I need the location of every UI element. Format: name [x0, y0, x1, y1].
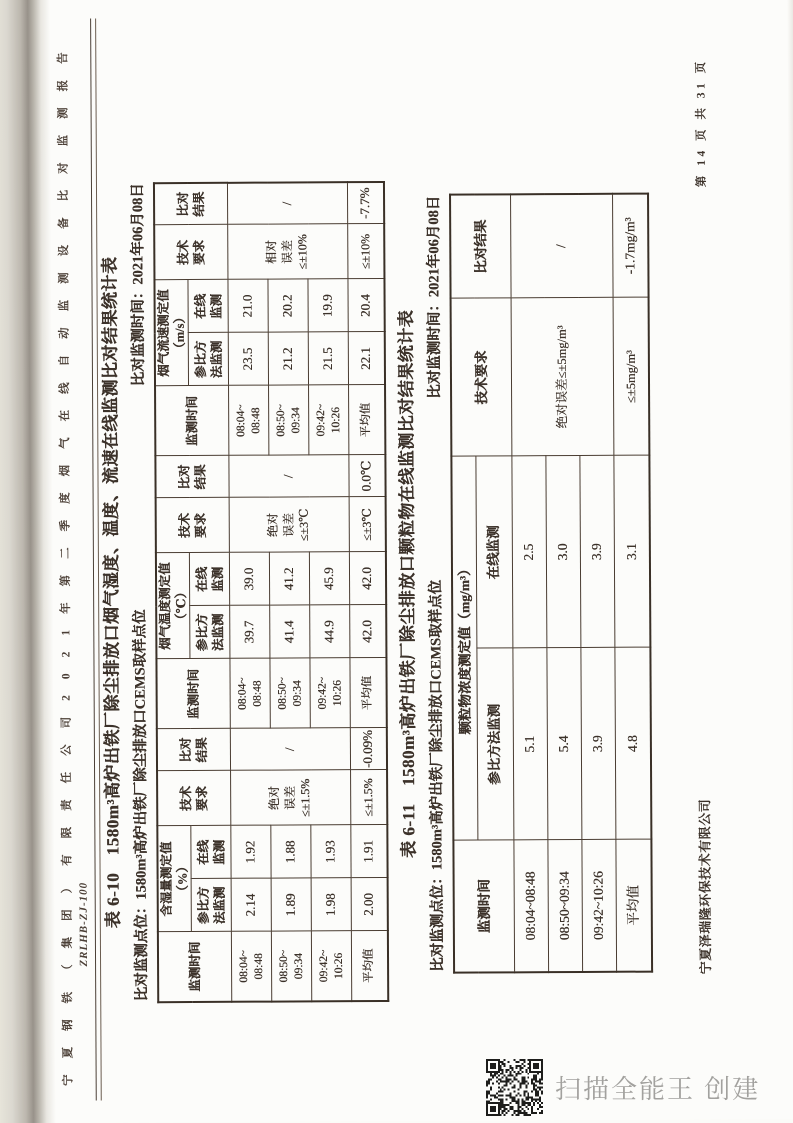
col-header-requirement: 技术 要求 [154, 225, 228, 280]
result-slash: / [510, 194, 613, 299]
table-row [267, 182, 311, 1001]
col-header-online: 在线 监测 [189, 553, 229, 606]
group-header-particulate: 颗粒物浓度测定值（mg/m³） [451, 457, 477, 841]
table-cell: 5.1 [512, 648, 547, 840]
table-cell: 09:42~ 10:26 [311, 931, 351, 1001]
table-row [450, 195, 478, 973]
average-label: 平均值 [350, 658, 386, 728]
table-cell: 1.89 [271, 878, 311, 931]
average-label: 平均值 [349, 385, 385, 455]
table-cell: 39.7 [230, 606, 270, 659]
requirement-temperature: 绝对 误差 ≤±3℃ [229, 497, 349, 553]
comparison-table-6-10 [153, 181, 389, 1003]
col-header-result: 比对 结果 [154, 183, 228, 225]
table-cell: 08:50~ 09:34 [271, 931, 311, 1001]
table-cell: 41.2 [269, 552, 309, 605]
table-cell: 1.93 [311, 825, 351, 878]
table-row [154, 183, 192, 1002]
result-humidity: -0.09% [350, 728, 386, 770]
col-header-requirement: 技术要求 [451, 298, 512, 456]
table-cell: 44.9 [310, 605, 350, 658]
table-cell: 09:42~ 10:26 [309, 385, 349, 455]
table-row [187, 183, 231, 1002]
table-cell: 22.1 [348, 332, 384, 385]
table-cell: 3.0 [545, 456, 580, 648]
table-cell: 09:42~10:26 [581, 840, 616, 972]
average-label: 平均值 [615, 840, 652, 972]
table-6-11-subline [422, 196, 447, 972]
table-cell: 08:04~ 08:48 [231, 932, 271, 1002]
group-header-velocity: 烟气流速测定值（m/s） [154, 280, 188, 386]
report-code: ZRLHB-ZJ-100 [77, 881, 91, 967]
table-cell: 2.5 [511, 456, 546, 648]
qr-code-icon [486, 1059, 543, 1116]
average-label: 平均值 [351, 931, 387, 1001]
running-header: 宁夏钢铁（集团）有限责任公司2021年第二季度烟气在线自动监测设备比对监测报告 [57, 36, 75, 1086]
table-cell: 23.5 [228, 333, 268, 386]
col-header-reference: 参比方 法监测 [190, 606, 230, 659]
table-cell: 08:04~08:48 [513, 840, 548, 972]
result-velocity: -7.7% [347, 182, 383, 224]
table-row [612, 194, 652, 972]
col-header-time: 监测时间 [453, 840, 514, 972]
table-cell: 39.0 [229, 553, 269, 606]
table-cell: 08:50~ 09:34 [270, 658, 310, 728]
col-header-reference: 参比方 法监测 [188, 333, 228, 386]
col-header-requirement: 技术 要求 [157, 771, 231, 826]
camscanner-watermark [486, 1059, 760, 1116]
table-6-11-section [393, 193, 653, 974]
table-6-11-title: 表 6-11 1580m³高炉出铁厂除尘排放口颗粒物在线监测比对结果统计表 [396, 309, 419, 859]
page-edge-shadow-bottom [787, 0, 793, 1119]
result-slash: / [230, 728, 350, 771]
watermark-text: 扫描全能王 创建 [555, 1074, 761, 1104]
col-header-reference: 参比方 法监测 [191, 879, 231, 932]
table-row [227, 183, 271, 1002]
monitoring-time-label: 比对监测时间：2021年06月08日 [129, 183, 148, 387]
col-header-result: 比对结果 [450, 194, 511, 298]
table-cell: 3.1 [613, 456, 650, 648]
table-cell: 2.00 [351, 878, 387, 931]
table-cell: 5.4 [546, 648, 581, 840]
table-row [510, 194, 548, 972]
col-header-time: 监测时间 [158, 932, 232, 1002]
table-row [347, 182, 387, 1001]
table-cell: ≤±10% [348, 224, 384, 279]
table-cell: 21.0 [228, 280, 268, 333]
table-cell: 08:04~ 08:48 [229, 386, 269, 456]
table-cell: 20.4 [348, 279, 384, 332]
footer-company: 宁夏泽瑞隆环保技术有限公司 [697, 798, 714, 975]
table-cell: 1.91 [351, 825, 387, 878]
table-6-10-title: 表 6-10 1580m³高炉出铁厂除尘排放口烟气湿度、温度、流速在线监测比对结果统计表 [100, 256, 123, 929]
result-slash: / [229, 455, 349, 498]
requirement-humidity: 绝对 误差 ≤±1.5% [231, 770, 351, 826]
table-cell: 45.9 [309, 552, 349, 605]
table-cell: 2.14 [231, 879, 271, 932]
table-cell: 42.0 [349, 552, 385, 605]
group-header-temperature: 烟气温度测定值（℃） [156, 553, 190, 659]
col-header-time: 监测时间 [156, 659, 230, 729]
group-header-humidity: 含湿量测定值（%） [157, 826, 191, 932]
requirement-velocity: 相对 误差 ≤±10% [228, 224, 348, 280]
table-cell: 1.92 [231, 826, 271, 879]
page-number: 第 14 页 共 31 页 [695, 58, 708, 188]
result-slash: / [227, 182, 347, 225]
col-header-online: 在线 监测 [191, 826, 231, 879]
table-cell: 1.98 [311, 878, 351, 931]
col-header-online: 在线 监测 [188, 280, 228, 333]
comparison-table-6-11 [449, 193, 653, 974]
page-footer [690, 0, 716, 1119]
table-cell: 20.2 [268, 279, 308, 332]
table-cell: 21.5 [308, 332, 348, 385]
table-cell: 1.88 [271, 825, 311, 878]
table-cell: 41.4 [270, 605, 310, 658]
table-cell: ≤±1.5% [351, 770, 387, 825]
col-header-requirement: 技术 要求 [156, 498, 230, 553]
result-particulate: -1.7mg/m³ [612, 194, 649, 298]
table-cell: 21.2 [268, 332, 308, 385]
table-cell: ≤±3℃ [349, 497, 385, 552]
table-cell: 08:50~ 09:34 [269, 385, 309, 455]
col-header-result: 比对 结果 [155, 456, 229, 498]
col-header-time: 监测时间 [155, 386, 229, 456]
table-cell: ≤±5mg/m³ [613, 298, 650, 456]
requirement-particulate: 绝对误差≤±5mg/m³ [511, 298, 614, 457]
col-header-result: 比对 结果 [157, 729, 231, 771]
table-cell: 19.9 [308, 279, 348, 332]
page-edge-shadow [0, 0, 56, 1123]
table-cell: 42.0 [350, 605, 386, 658]
table-6-10-section [97, 180, 389, 1003]
result-temperature: 0.0℃ [349, 455, 385, 497]
col-header-reference: 参比方法监测 [476, 648, 513, 840]
table-cell: 09:42~ 10:26 [310, 658, 350, 728]
table-cell: 08:50~09:34 [547, 840, 582, 972]
monitoring-site-label: 比对监测点位：1580m³高炉出铁厂除尘排放口CEMS取样点位 [132, 609, 151, 1002]
table-cell: 3.9 [579, 456, 614, 648]
col-header-online: 在线监测 [475, 456, 512, 648]
table-cell: 08:04~ 08:48 [230, 659, 270, 729]
monitoring-site-label: 比对监测点位：1580m³高炉出铁厂除尘排放口CEMS取样点位 [428, 579, 447, 972]
monitoring-time-label: 比对监测时间：2021年06月08日 [426, 195, 444, 399]
table-cell: 3.9 [580, 648, 615, 840]
table-6-10-subline [126, 183, 151, 1001]
table-row [307, 182, 351, 1001]
table-cell: 4.8 [614, 648, 651, 840]
